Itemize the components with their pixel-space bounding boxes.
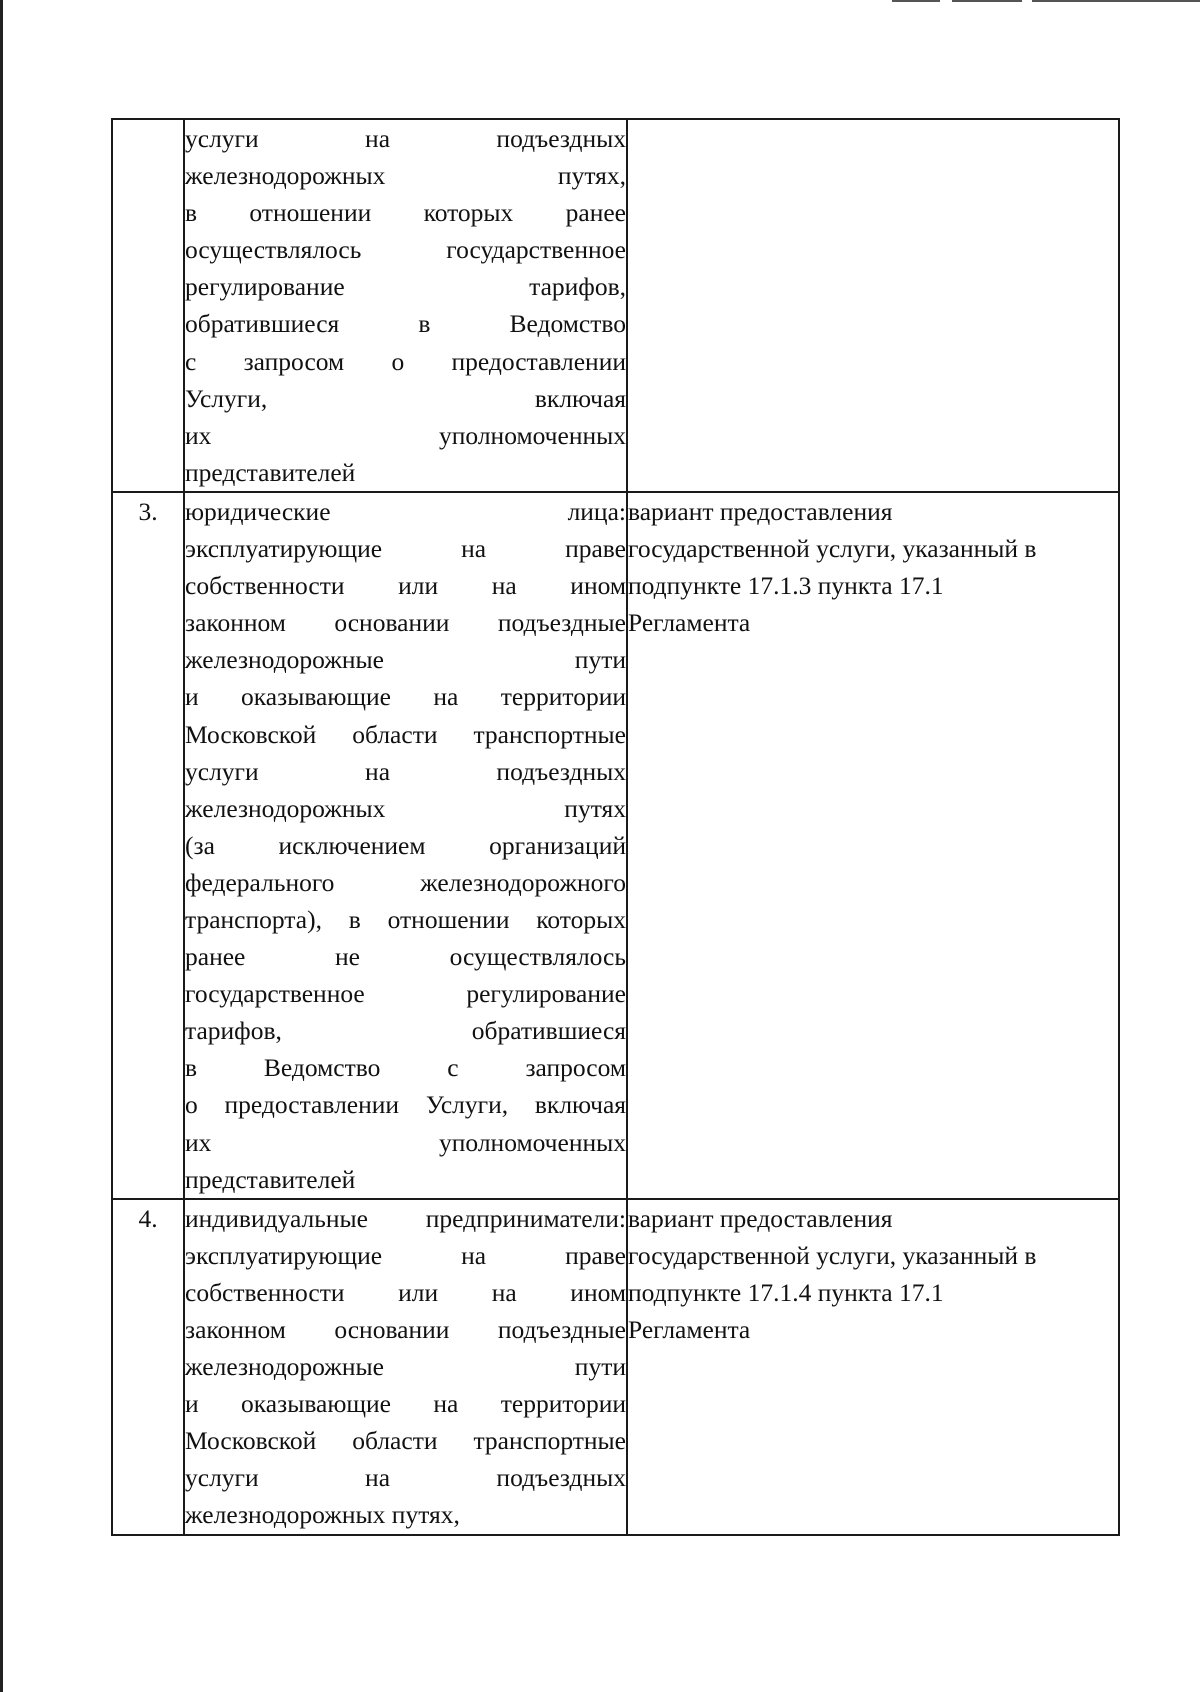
description-line: осуществлялось государственное — [185, 235, 626, 265]
variant-line: вариант предоставления — [628, 496, 893, 526]
description-line: их уполномоченных — [185, 1127, 626, 1157]
service-variant-cell — [627, 1199, 1119, 1535]
description-line: законном основании подъездные — [185, 608, 626, 638]
description-line: железнодорожных путях — [185, 793, 626, 823]
description-line: юридические лица: — [185, 496, 626, 526]
description-line: представителей — [185, 1164, 356, 1194]
description-line: обратившиеся в Ведомство — [185, 309, 626, 339]
variant-line: подпункте 17.1.3 пункта 17.1 — [628, 571, 944, 601]
description-line: о предоставлении Услуги, включая — [185, 1090, 626, 1120]
description-line: собственности или на ином — [185, 571, 626, 601]
description-line: в Ведомство с запросом — [185, 1053, 626, 1083]
applicant-category-cell — [184, 119, 627, 492]
description-line: железнодорожных путях, — [185, 161, 626, 191]
description-line: федерального железнодорожного — [185, 867, 626, 897]
service-variant-cell — [627, 119, 1119, 492]
description-line: индивидуальные предприниматели: — [185, 1203, 626, 1233]
table-row — [112, 119, 1119, 492]
description-line: железнодорожные пути — [185, 645, 626, 675]
service-variant-cell — [627, 492, 1119, 1199]
description-line: услуги на подъездных — [185, 1463, 626, 1493]
variant-line: вариант предоставления — [628, 1203, 893, 1233]
description-line: в отношении которых ранее — [185, 198, 626, 228]
description-line: Услуги, включая — [185, 383, 626, 413]
description-line: и оказывающие на территории — [185, 682, 626, 712]
row-number: 3. — [112, 492, 184, 1199]
description-line: эксплуатирующие на праве — [185, 1240, 626, 1270]
description-line: тарифов, обратившиеся — [185, 1016, 626, 1046]
row-number: 4. — [112, 1199, 184, 1535]
description-line: железнодорожные пути — [185, 1352, 626, 1382]
scan-top-mark — [892, 0, 940, 2]
description-line: ранее не осуществлялось — [185, 942, 626, 972]
description-line: Московской области транспортные — [185, 1426, 626, 1456]
description-line: с запросом о предоставлении — [185, 346, 626, 376]
table-row — [112, 1199, 1119, 1535]
regulation-table — [111, 118, 1120, 1536]
scan-top-mark — [1032, 0, 1200, 2]
variant-line: подпункте 17.1.4 пункта 17.1 — [628, 1277, 944, 1307]
row-number — [112, 119, 184, 492]
description-line: услуги на подъездных — [185, 756, 626, 786]
description-line: железнодорожных путях, — [185, 1500, 460, 1530]
description-line: услуги на подъездных — [185, 124, 626, 153]
applicant-category-cell — [184, 1199, 627, 1535]
variant-line: Регламента — [628, 608, 751, 638]
variant-line: государственной услуги, указанный в — [628, 534, 1037, 564]
description-line: представителей — [185, 457, 356, 487]
description-line: государственное регулирование — [185, 979, 626, 1009]
description-line: эксплуатирующие на праве — [185, 534, 626, 564]
table-body — [112, 119, 1119, 1535]
table-row — [112, 492, 1119, 1199]
variant-line: Регламента — [628, 1315, 751, 1344]
description-line: (за исключением организаций — [185, 830, 626, 860]
description-line: и оказывающие на территории — [185, 1389, 626, 1419]
scan-top-mark — [952, 0, 1022, 2]
applicant-category-cell — [184, 492, 627, 1199]
description-line: их уполномоченных — [185, 420, 626, 450]
scan-page-edge — [0, 0, 3, 1692]
description-line: регулирование тарифов, — [185, 272, 626, 302]
description-line: законном основании подъездные — [185, 1315, 626, 1344]
description-line: Московской области транспортные — [185, 719, 626, 749]
variant-line: государственной услуги, указанный в — [628, 1240, 1037, 1270]
description-line: собственности или на ином — [185, 1277, 626, 1307]
description-line: транспорта), в отношении которых — [185, 904, 626, 934]
